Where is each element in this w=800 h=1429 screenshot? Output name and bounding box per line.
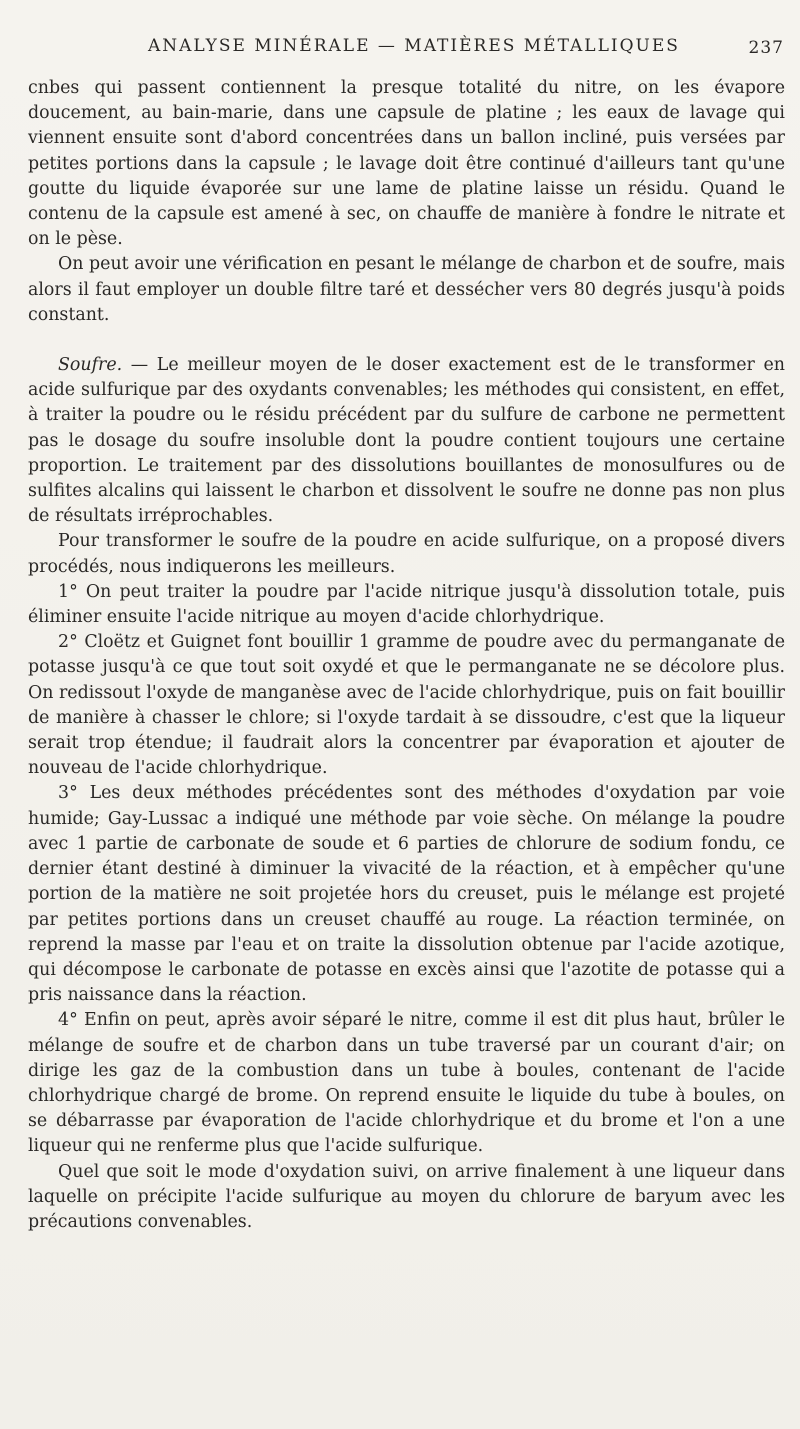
paragraph-soufre xyxy=(28,353,785,529)
paragraph-conclusion: Quel que soit le mode d'oxydation suivi, on arrive finalement à une liqueur dans laquelle on précipite l'acide sulfurique au moyen du chlorure de baryum avec les précautions convenables. xyxy=(28,1161,785,1232)
paragraph-method-2: 2° Cloëtz et Guignet font bouillir 1 gramme de poudre avec du permanganate de potasse jusqu'à ce que tout soit oxydé et que le permanganate ne se décolore plus. On redissout l'oxyde de manganèse avec de l'acide chlorhydrique, puis on fait bouillir de manière à chasser le chlore; si l'oxyde tardait à se dissoudre, c'est que la liqueur serait trop étendue; il faudrait alors la concentrer par évaporation et ajouter de nouveau de l'acide chlorhydrique. xyxy=(28,632,785,779)
paragraph-continuation: cnbes qui passent contiennent la presque totalité du nitre, on les évapore doucement, au bain-marie, dans une capsule de platine ; les eaux de lavage qui viennent ensuite sont d'abord concentrées dans un ballon incliné, puis versées par petites portions dans la capsule ; le lavage doit être continué d'ailleurs tant qu'une goutte du liquide évaporée sur une lame de platine laisse un résidu. Quand le contenu de la capsule est amené à sec, on chauffe de manière à fondre le nitrate et on le pèse. xyxy=(28,78,785,250)
paragraph-verification: On peut avoir une vérification en pesant le mélange de charbon et de soufre, mais alors il faut employer un double filtre taré et dessécher vers 80 degrés jusqu'à poids constant. xyxy=(28,254,785,325)
page-number: 237 xyxy=(748,38,784,58)
section-heading-soufre: Soufre. xyxy=(58,355,123,376)
paragraph-method-3: 3° Les deux méthodes précédentes sont des méthodes d'oxydation par voie humide; Gay-Lussac a indiqué une méthode par voie sèche. On mélange la poudre avec 1 partie de carbonate de soude et 6 parties de chlorure de sodium fondu, ce dernier étant destiné à diminuer la vivacité de la réaction, et à empêcher qu'une portion de la matière ne soit projetée hors du creuset, puis le mélange est projeté par petites portions dans un creuset chauffé au rouge. La réaction terminée, on reprend la masse par l'eau et on traite la dissolution obtenue par l'acide azotique, qui décompose le carbonate de potasse en excès ainsi que l'azotite de potasse qui a pris naissance dans la réaction. xyxy=(28,783,785,1006)
paragraph-method-4: 4° Enfin on peut, après avoir séparé le nitre, comme il est dit plus haut, brûler le mélange de soufre et de charbon dans un tube traversé par un courant d'air; on dirige les gaz de la combustion dans un tube à boules, contenant de l'acide chlorhydrique chargé de brome. On reprend ensuite le liquide du tube à boules, on se débarrasse par évaporation de l'acide chlorhydrique et du brome et l'on a une liqueur qui ne renferme plus que l'acide sulfurique. xyxy=(28,1010,785,1157)
body-text xyxy=(28,76,785,1235)
paragraph-soufre-text: — Le meilleur moyen de le doser exactement est de le transformer en acide sulfurique par des oxydants convenables; les méthodes qui consistent, en effet, à traiter la poudre ou le résidu précédent par du sulfure de carbone ne permettent pas le dosage du soufre insoluble dont la poudre contient toujours une certaine proportion. Le traitement par des dissolutions bouillantes de monosulfures ou de sulfites alcalins qui laissent le charbon et dissolvent le soufre ne donne pas non plus de résultats irréprochables. xyxy=(28,355,785,527)
page-header xyxy=(28,36,788,64)
running-title: ANALYSE MINÉRALE — MATIÈRES MÉTALLIQUES xyxy=(148,36,680,56)
paragraph-method-1: 1° On peut traiter la poudre par l'acide nitrique jusqu'à dissolution totale, puis éliminer ensuite l'acide nitrique au moyen d'acide chlorhydrique. xyxy=(28,581,785,628)
paragraph-procedes: Pour transformer le soufre de la poudre en acide sulfurique, on a proposé divers procédés, nous indiquerons les meilleurs. xyxy=(28,531,785,577)
